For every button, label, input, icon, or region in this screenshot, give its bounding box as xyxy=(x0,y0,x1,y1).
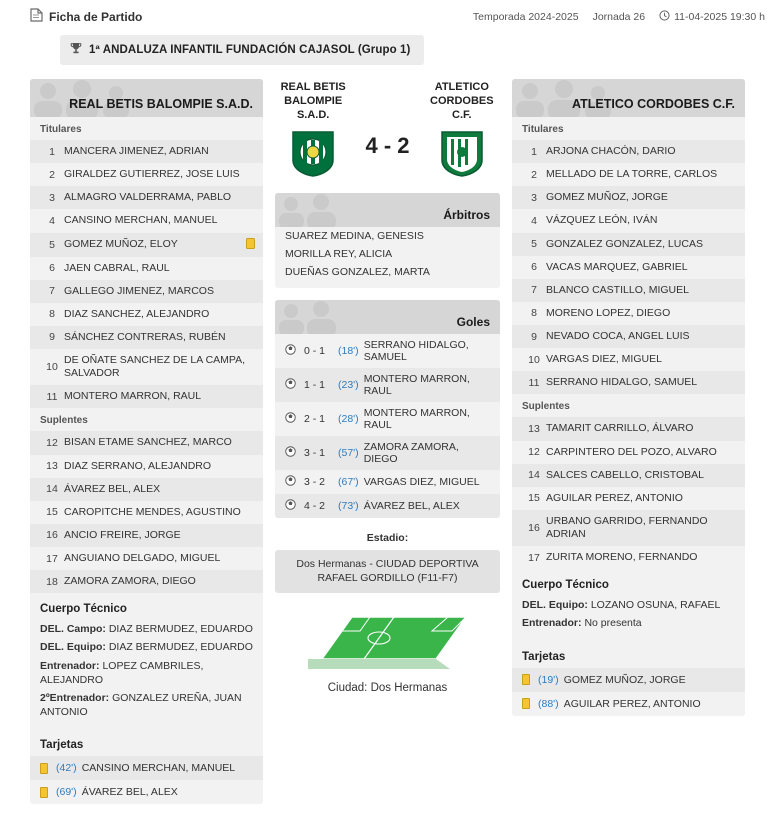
card-minute: (19') xyxy=(538,673,559,686)
player-name: ANCIO FREIRE, JORGE xyxy=(64,528,181,541)
player-name: ZURITA MORENO, FERNANDO xyxy=(546,551,698,564)
goal-row xyxy=(275,436,500,470)
staff-name: No presenta xyxy=(584,617,642,630)
clock-icon xyxy=(659,10,670,24)
card-player: GOMEZ MUÑOZ, JORGE xyxy=(563,673,686,686)
player-number: 5 xyxy=(49,238,55,251)
list-item xyxy=(512,487,745,510)
pitch-illustration xyxy=(275,607,500,672)
home-subs-label: Suplentes xyxy=(40,415,88,427)
away-team-column xyxy=(512,79,745,716)
player-name: MONTERO MARRON, RAUL xyxy=(64,390,202,403)
final-score: 4 - 2 xyxy=(365,133,410,158)
datetime-group xyxy=(659,10,765,24)
list-item xyxy=(30,547,263,570)
ball-icon xyxy=(285,412,296,426)
goal-minute: (73') xyxy=(338,500,359,513)
player-name: GIRALDEZ GUTIERREZ, JOSE LUIS xyxy=(64,168,240,181)
yellow-card-icon xyxy=(40,763,48,774)
staff-role: DEL. Campo: xyxy=(40,623,106,636)
staff-name: DIAZ BERMUDEZ, EDUARDO xyxy=(108,641,253,654)
goal-score: 0 - 1 xyxy=(304,345,326,358)
player-number: 1 xyxy=(49,145,55,158)
goal-score: 3 - 2 xyxy=(304,476,326,489)
home-starters-list xyxy=(30,140,263,408)
player-number: 2 xyxy=(531,168,537,181)
staff-role: Entrenador: xyxy=(522,617,582,630)
away-staff-title: Cuerpo Técnico xyxy=(522,579,609,592)
home-team-crest xyxy=(275,130,351,181)
list-item xyxy=(30,209,263,232)
goal-score: 3 - 1 xyxy=(304,447,326,460)
player-name: GALLEGO JIMENEZ, MARCOS xyxy=(64,284,214,297)
list-item xyxy=(30,186,263,209)
goal-player: MONTERO MARRON, RAUL xyxy=(363,373,470,398)
player-name: TAMARIT CARRILLO, ÁLVARO xyxy=(546,422,694,435)
list-item xyxy=(30,524,263,547)
season-label: Temporada 2024-2025 xyxy=(472,10,579,23)
card-minute: (42') xyxy=(56,762,77,775)
player-number: 10 xyxy=(528,353,540,366)
referee-row: DUEÑAS GONZALEZ, MARTA xyxy=(285,266,430,279)
away-team-short: ATLETICO CORDOBES C.F. xyxy=(430,81,494,121)
referee-row: SUAREZ MEDINA, GENESIS xyxy=(285,230,424,243)
away-team-block xyxy=(424,81,500,181)
staff-role: 2ºEntrenador: xyxy=(40,691,110,704)
player-name: VÁZQUEZ LEÓN, IVÁN xyxy=(546,214,658,227)
player-number: 10 xyxy=(46,361,58,374)
list-item xyxy=(512,163,745,186)
player-name: SALCES CABELLO, CRISTOBAL xyxy=(546,468,704,481)
goal-score: 4 - 2 xyxy=(304,500,326,513)
player-name: CAROPITCHE MENDES, AGUSTINO xyxy=(64,505,241,518)
list-item xyxy=(512,348,745,371)
player-name: MELLADO DE LA TORRE, CARLOS xyxy=(546,168,718,181)
away-team-crest xyxy=(424,130,500,181)
player-name: JAEN CABRAL, RAUL xyxy=(64,261,170,274)
player-name: ZAMORA ZAMORA, DIEGO xyxy=(64,575,196,588)
home-team-header xyxy=(30,79,263,117)
player-number: 9 xyxy=(49,331,55,344)
goal-row xyxy=(275,334,500,368)
referees-header xyxy=(275,193,500,227)
list-item xyxy=(30,431,263,454)
list-item xyxy=(512,302,745,325)
card-player: AGUILAR PEREZ, ANTONIO xyxy=(563,697,701,710)
player-name: BISAN ETAME SANCHEZ, MARCO xyxy=(64,436,232,449)
list-item xyxy=(512,441,745,464)
yellow-card-icon xyxy=(522,698,530,709)
player-number: 1 xyxy=(531,145,537,158)
goal-row xyxy=(275,494,500,518)
player-name: VACAS MARQUEZ, GABRIEL xyxy=(546,260,688,273)
away-team-header xyxy=(512,79,745,117)
away-subs-label: Suplentes xyxy=(522,401,570,413)
goal-row xyxy=(275,402,500,436)
goal-row xyxy=(275,470,500,494)
match-center-column xyxy=(275,79,500,694)
player-name: GOMEZ MUÑOZ, ELOY xyxy=(64,237,178,250)
list-item xyxy=(512,417,745,440)
staff-role: DEL. Equipo: xyxy=(522,599,588,612)
home-team-name: REAL BETIS BALOMPIE S.A.D. xyxy=(69,97,253,111)
list-item xyxy=(30,280,263,303)
ball-icon xyxy=(285,475,296,489)
card-row xyxy=(512,692,745,716)
home-team-column xyxy=(30,79,263,804)
player-number: 4 xyxy=(531,214,537,227)
staff-row xyxy=(512,614,745,640)
scoreboard xyxy=(275,79,500,181)
content-columns xyxy=(0,65,779,804)
goals-title: Goles xyxy=(456,315,490,330)
goal-minute: (57') xyxy=(338,447,359,460)
home-cards-title: Tarjetas xyxy=(40,739,84,752)
player-name: DIAZ SANCHEZ, ALEJANDRO xyxy=(64,307,210,320)
player-name: BLANCO CASTILLO, MIGUEL xyxy=(546,283,689,296)
player-number: 9 xyxy=(531,330,537,343)
away-starters-list xyxy=(512,140,745,394)
player-number: 12 xyxy=(528,446,540,459)
card-minute: (69') xyxy=(56,786,77,799)
player-number: 14 xyxy=(528,469,540,482)
page-title-group xyxy=(30,8,142,25)
player-number: 4 xyxy=(49,214,55,227)
card-row xyxy=(30,756,263,780)
player-name: AGUILAR PEREZ, ANTONIO xyxy=(546,491,683,504)
list-item xyxy=(512,546,745,569)
staff-role: DEL. Equipo: xyxy=(40,641,106,654)
goal-player: ZAMORA ZAMORA, DIEGO xyxy=(363,441,459,466)
goal-score: 1 - 1 xyxy=(304,379,326,392)
player-number: 15 xyxy=(46,506,58,519)
goal-score: 2 - 1 xyxy=(304,413,326,426)
player-number: 6 xyxy=(531,261,537,274)
ball-icon xyxy=(285,446,296,460)
card-minute: (88') xyxy=(538,697,559,710)
home-starters-label: Titulares xyxy=(40,124,82,135)
list-item xyxy=(512,371,745,394)
referees-card xyxy=(275,193,500,288)
list-item xyxy=(30,303,263,326)
staff-row xyxy=(30,620,263,638)
away-starters-label: Titulares xyxy=(522,124,564,135)
goal-minute: (23') xyxy=(338,379,359,392)
home-squad-card xyxy=(30,79,263,804)
home-team-short: REAL BETIS BALOMPIE S.A.D. xyxy=(280,81,346,121)
goals-header xyxy=(275,300,500,334)
staff-name: DIAZ BERMUDEZ, EDUARDO xyxy=(108,623,253,636)
player-number: 7 xyxy=(531,284,537,297)
player-name: MANCERA JIMENEZ, ADRIAN xyxy=(64,145,209,157)
player-name: ARJONA CHACÓN, DARIO xyxy=(546,145,676,157)
goal-minute: (18') xyxy=(338,345,359,358)
stadium-name: Dos Hermanas - CIUDAD DEPORTIVA RAFAEL GORDILLO (F11-F7) xyxy=(275,550,500,592)
goal-player: MONTERO MARRON, RAUL xyxy=(363,407,470,432)
list-item xyxy=(512,510,745,546)
home-team-block xyxy=(275,81,351,181)
player-name: GONZALEZ GONZALEZ, LUCAS xyxy=(546,237,703,250)
list-item xyxy=(30,385,263,408)
home-staff-title: Cuerpo Técnico xyxy=(40,603,127,616)
staff-row xyxy=(512,596,745,614)
staff-role: Entrenador: xyxy=(40,659,100,672)
card-player: CANSINO MERCHAN, MANUEL xyxy=(81,762,236,775)
goal-player: SERRANO HIDALGO, SAMUEL xyxy=(363,339,469,364)
category-banner xyxy=(60,35,424,65)
yellow-card-icon xyxy=(40,787,48,798)
list-item xyxy=(512,209,745,232)
list-item xyxy=(512,233,745,256)
datetime-label: 11-04-2025 19:30 h xyxy=(674,10,765,23)
player-number: 6 xyxy=(49,262,55,275)
list-item xyxy=(512,256,745,279)
player-number: 16 xyxy=(528,522,540,534)
list-item xyxy=(30,455,263,478)
player-number: 14 xyxy=(46,483,58,496)
goal-player: ÁVAREZ BEL, ALEX xyxy=(363,500,460,513)
list-item xyxy=(30,326,263,349)
player-name: GOMEZ MUÑOZ, JORGE xyxy=(546,191,668,204)
referee-row: MORILLA REY, ALICIA xyxy=(285,248,393,261)
top-bar xyxy=(0,0,779,31)
list-item xyxy=(30,233,263,257)
player-number: 2 xyxy=(49,168,55,181)
ball-icon xyxy=(285,344,296,358)
player-name: NEVADO COCA, ANGEL LUIS xyxy=(546,330,690,342)
list-item xyxy=(30,570,263,593)
player-name: DE OÑATE SANCHEZ DE LA CAMPA, SALVADOR xyxy=(64,354,246,380)
ball-icon xyxy=(285,499,296,513)
staff-name: LOZANO OSUNA, RAFAEL xyxy=(590,599,721,612)
list-item xyxy=(512,325,745,348)
list-item xyxy=(30,257,263,280)
goals-card xyxy=(275,300,500,518)
player-number: 16 xyxy=(46,529,58,542)
goal-minute: (28') xyxy=(338,413,359,426)
player-number: 3 xyxy=(49,191,55,204)
player-name: URBANO GARRIDO, FERNANDO ADRIAN xyxy=(546,514,708,540)
player-name: ANGUIANO DELGADO, MIGUEL xyxy=(64,552,221,564)
list-item xyxy=(512,186,745,209)
staff-name: GONZALEZ UREÑA, JUAN ANTONIO xyxy=(40,691,242,719)
yellow-card-icon xyxy=(246,238,255,252)
player-number: 7 xyxy=(49,285,55,298)
player-name: CANSINO MERCHAN, MANUEL xyxy=(64,214,218,227)
document-icon xyxy=(30,8,43,25)
player-number: 8 xyxy=(49,308,55,321)
player-number: 17 xyxy=(528,551,540,564)
player-name: SERRANO HIDALGO, SAMUEL xyxy=(546,376,698,389)
away-squad-card xyxy=(512,79,745,716)
referees-title: Árbitros xyxy=(443,208,490,223)
player-name: ALMAGRO VALDERRAMA, PABLO xyxy=(64,191,232,204)
player-number: 18 xyxy=(46,575,58,588)
away-cards-title: Tarjetas xyxy=(522,650,566,663)
player-number: 12 xyxy=(46,436,58,449)
goal-player: VARGAS DIEZ, MIGUEL xyxy=(363,476,480,489)
list-item xyxy=(512,140,745,163)
player-number: 8 xyxy=(531,307,537,320)
away-team-name: ATLETICO CORDOBES C.F. xyxy=(572,97,735,111)
player-number: 11 xyxy=(528,376,540,389)
staff-row xyxy=(30,657,263,689)
ball-icon xyxy=(285,378,296,392)
staff-name: LOPEZ CAMBRILES, ALEJANDRO xyxy=(40,659,204,686)
list-item xyxy=(512,279,745,302)
staff-row xyxy=(30,638,263,656)
staff-row xyxy=(30,689,263,729)
player-number: 17 xyxy=(46,552,58,565)
card-row xyxy=(30,780,263,804)
player-name: SÁNCHEZ CONTRERAS, RUBÉN xyxy=(64,330,226,343)
player-number: 3 xyxy=(531,191,537,204)
list-item xyxy=(30,349,263,385)
goal-minute: (67') xyxy=(338,476,359,489)
player-number: 11 xyxy=(46,390,58,403)
trophy-icon xyxy=(70,42,82,58)
list-item xyxy=(30,501,263,524)
away-subs-list xyxy=(512,417,745,569)
player-number: 5 xyxy=(531,238,537,251)
player-name: DIAZ SERRANO, ALEJANDRO xyxy=(64,459,212,472)
category-label: 1ª ANDALUZA INFANTIL FUNDACIÓN CAJASOL (Grupo 1) xyxy=(89,44,411,56)
city-label: Ciudad: Dos Hermanas xyxy=(327,681,448,694)
card-row xyxy=(512,668,745,692)
list-item xyxy=(30,478,263,501)
home-subs-list xyxy=(30,431,263,593)
player-name: VARGAS DIEZ, MIGUEL xyxy=(546,353,662,366)
list-item xyxy=(30,163,263,186)
match-meta xyxy=(473,10,765,24)
player-name: ÁVAREZ BEL, ALEX xyxy=(64,482,161,495)
player-number: 13 xyxy=(528,422,540,435)
player-name: CARPINTERO DEL POZO, ALVARO xyxy=(546,445,717,458)
player-name: MORENO LOPEZ, DIEGO xyxy=(546,306,671,319)
player-number: 15 xyxy=(528,492,540,505)
player-number: 13 xyxy=(46,460,58,473)
page-title: Ficha de Partido xyxy=(49,9,143,24)
list-item xyxy=(512,464,745,487)
list-item xyxy=(30,140,263,163)
stadium-title: Estadio: xyxy=(366,532,409,545)
matchday-label: Jornada 26 xyxy=(592,10,646,23)
card-player: ÁVAREZ BEL, ALEX xyxy=(81,786,178,799)
yellow-card-icon xyxy=(522,674,530,685)
goal-row xyxy=(275,368,500,402)
